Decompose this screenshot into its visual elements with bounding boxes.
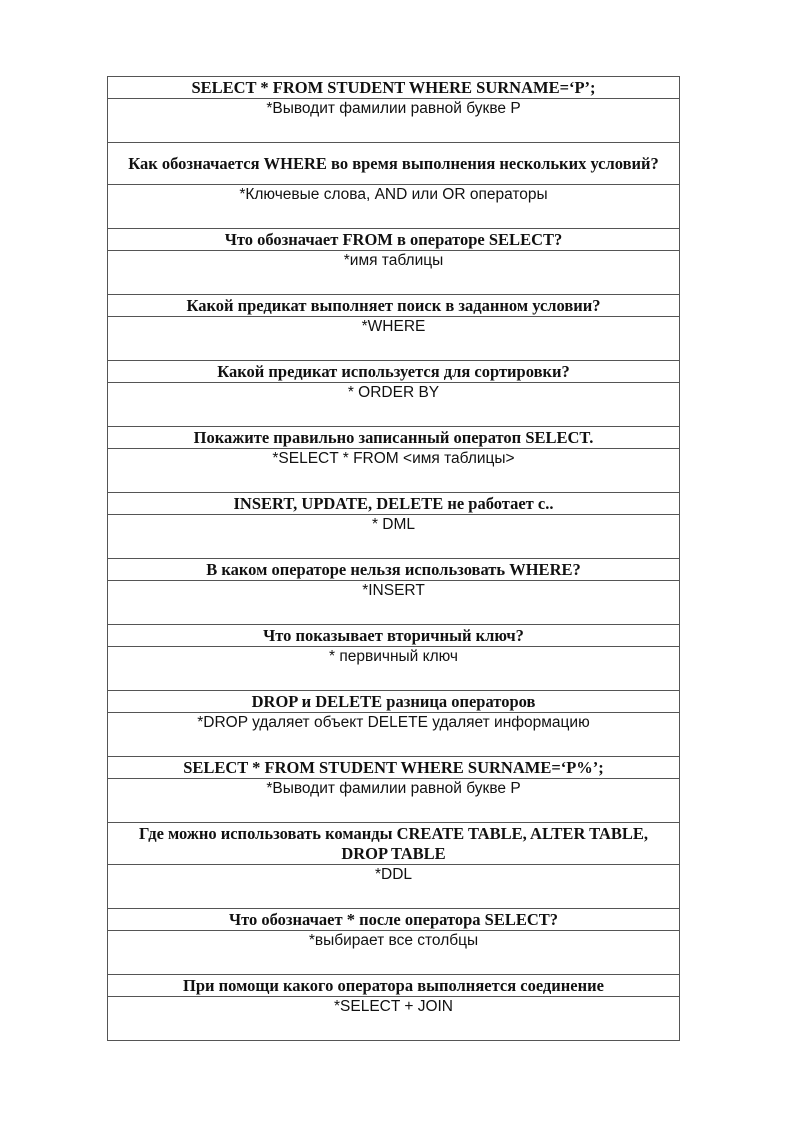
answer-cell: *выбирает все столбцы <box>108 931 680 975</box>
answer-row <box>108 515 680 559</box>
answer-row <box>108 865 680 909</box>
question-cell: DROP и DELETE разница операторов <box>108 691 680 713</box>
question-cell: Что показывает вторичный ключ? <box>108 625 680 647</box>
answer-row <box>108 713 680 757</box>
qa-sheet <box>107 76 680 1041</box>
question-cell: В каком операторе нельзя использовать WHERE? <box>108 559 680 581</box>
question-row <box>108 823 680 865</box>
question-row <box>108 427 680 449</box>
answer-cell: *SELECT + JOIN <box>108 997 680 1041</box>
answer-row <box>108 779 680 823</box>
answer-cell: * DML <box>108 515 680 559</box>
question-row <box>108 143 680 185</box>
answer-row <box>108 581 680 625</box>
question-cell: Где можно использовать команды CREATE TABLE, ALTER TABLE, DROP TABLE <box>108 823 680 865</box>
question-cell: При помощи какого оператора выполняется соединение <box>108 975 680 997</box>
answer-row <box>108 251 680 295</box>
question-row <box>108 975 680 997</box>
answer-row <box>108 997 680 1041</box>
answer-cell: *DDL <box>108 865 680 909</box>
question-cell: Что обозначает * после оператора SELECT? <box>108 909 680 931</box>
answer-cell: * первичный ключ <box>108 647 680 691</box>
question-row <box>108 361 680 383</box>
answer-row <box>108 931 680 975</box>
question-row <box>108 909 680 931</box>
question-row <box>108 229 680 251</box>
question-row <box>108 493 680 515</box>
answer-cell: *Ключевые слова, AND или OR операторы <box>108 185 680 229</box>
answer-cell: * ORDER BY <box>108 383 680 427</box>
question-cell: Покажите правильно записанный оператоп SELECT. <box>108 427 680 449</box>
question-cell: INSERT, UPDATE, DELETE не работает с.. <box>108 493 680 515</box>
question-row <box>108 691 680 713</box>
question-cell: Какой предикат выполняет поиск в заданном условии? <box>108 295 680 317</box>
answer-row <box>108 383 680 427</box>
answer-row <box>108 99 680 143</box>
question-cell: Какой предикат используется для сортировки? <box>108 361 680 383</box>
answer-cell: *имя таблицы <box>108 251 680 295</box>
answer-cell: *WHERE <box>108 317 680 361</box>
question-row <box>108 625 680 647</box>
question-row <box>108 77 680 99</box>
answer-cell: *DROP удаляет объект DELETE удаляет информацию <box>108 713 680 757</box>
answer-cell: *Выводит фамилии равной букве Р <box>108 779 680 823</box>
answer-row <box>108 449 680 493</box>
qa-table <box>107 76 680 1041</box>
answer-row <box>108 647 680 691</box>
answer-cell: *Выводит фамилии равной букве Р <box>108 99 680 143</box>
answer-cell: *INSERT <box>108 581 680 625</box>
question-cell: SELECT * FROM STUDENT WHERE SURNAME=‘P%’; <box>108 757 680 779</box>
question-cell: Что обозначает FROM в операторе SELECT? <box>108 229 680 251</box>
answer-row <box>108 185 680 229</box>
answer-row <box>108 317 680 361</box>
question-row <box>108 757 680 779</box>
question-row <box>108 295 680 317</box>
question-cell: SELECT * FROM STUDENT WHERE SURNAME=‘P’; <box>108 77 680 99</box>
question-row <box>108 559 680 581</box>
question-cell: Как обозначается WHERE во время выполнения нескольких условий? <box>108 143 680 185</box>
answer-cell: *SELECT * FROM <имя таблицы> <box>108 449 680 493</box>
